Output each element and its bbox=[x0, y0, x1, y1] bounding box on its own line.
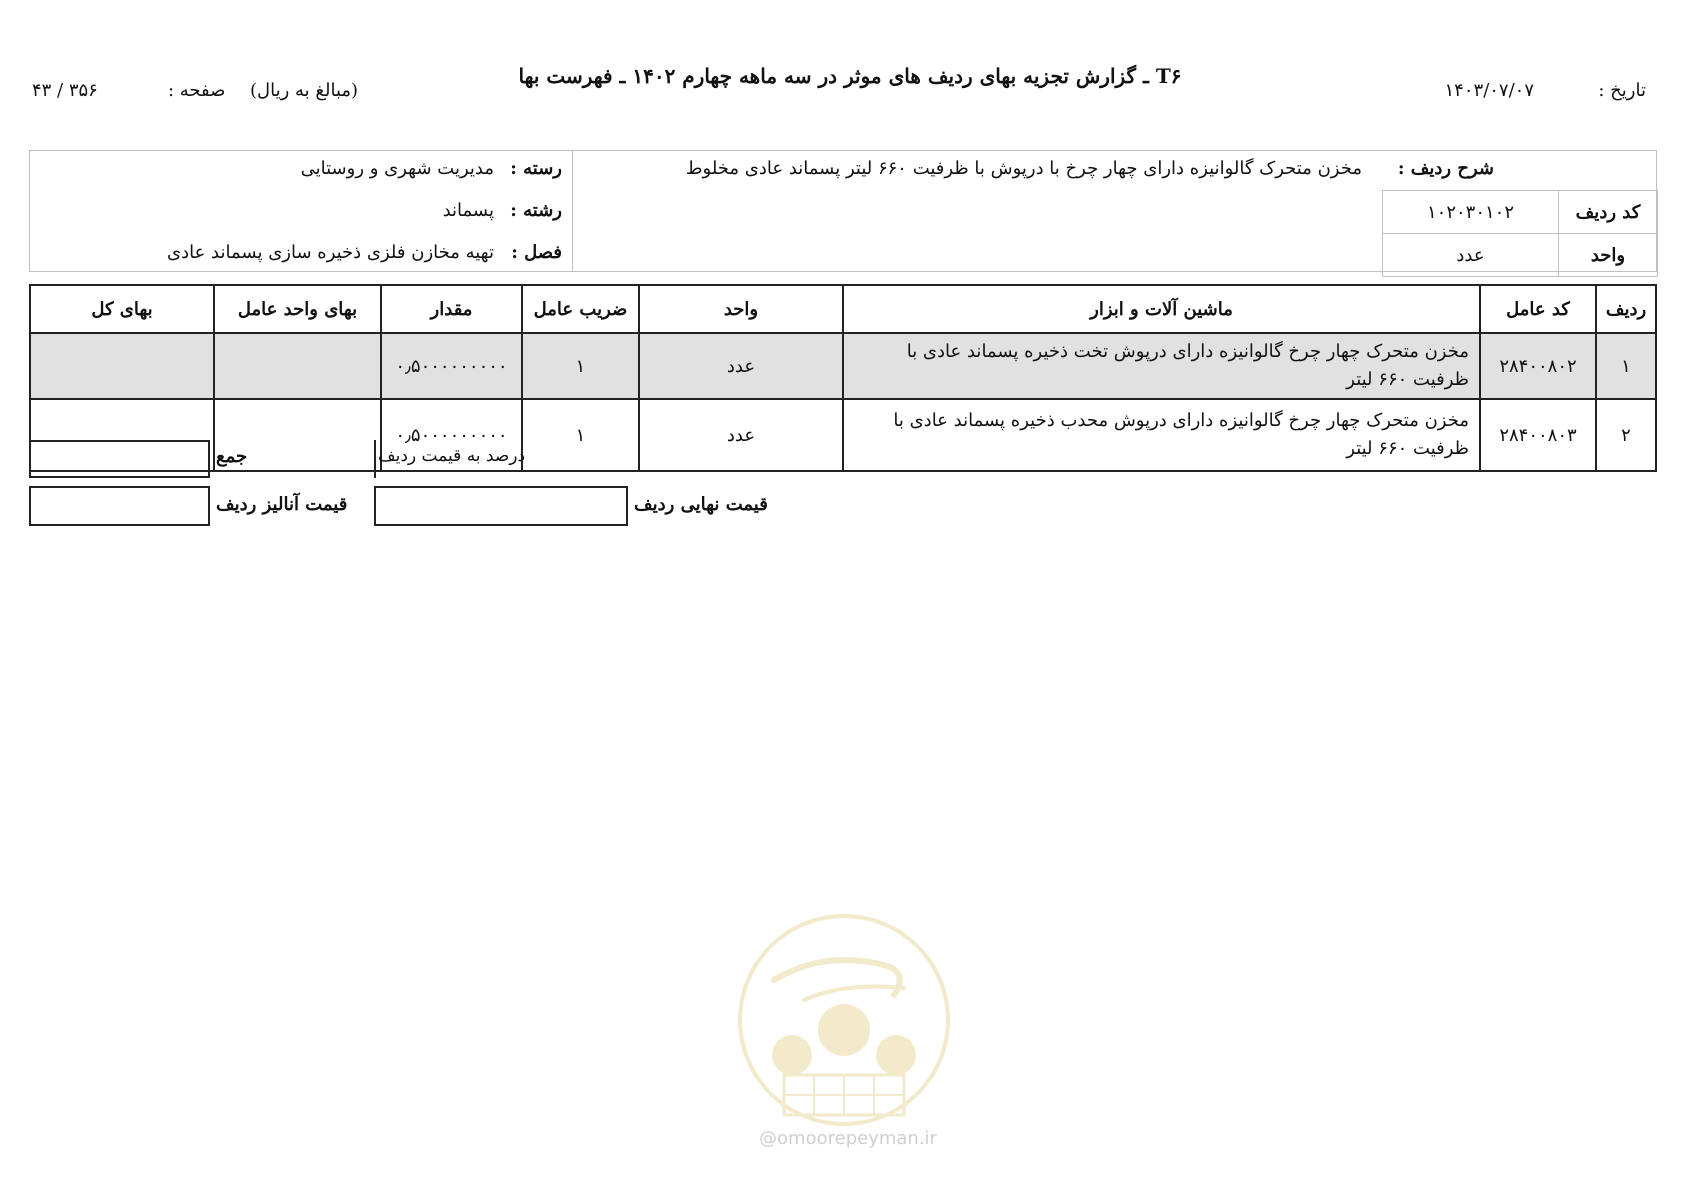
col-factor: ضریب عامل bbox=[522, 285, 639, 333]
row-unit: عدد bbox=[639, 399, 843, 471]
col-row: ردیف bbox=[1596, 285, 1656, 333]
col-code: کد عامل bbox=[1480, 285, 1596, 333]
col-unit-price: بهای واحد عامل bbox=[214, 285, 381, 333]
percent-label: درصد به قیمت ردیف bbox=[378, 446, 526, 466]
fasl-value: تهیه مخازن فلزی ذخیره سازی پسماند عادی bbox=[167, 242, 494, 263]
sum-value-box bbox=[29, 440, 210, 478]
watermark-gear-left bbox=[772, 1035, 812, 1075]
page-label: صفحه : bbox=[168, 80, 226, 101]
watermark-gear-right bbox=[876, 1035, 916, 1075]
sum-label: جمع bbox=[216, 446, 248, 467]
row-unit-price bbox=[214, 333, 381, 399]
analysis-price-box bbox=[29, 486, 210, 526]
row-code: ۲۸۴۰۰۸۰۲ bbox=[1480, 333, 1596, 399]
sum-divider bbox=[374, 440, 376, 478]
sharh-label: شرح ردیف : bbox=[1397, 158, 1494, 179]
raste-label: رسته : bbox=[510, 158, 562, 179]
amount-note: (مبالغ به ریال) bbox=[250, 80, 359, 101]
row-code: ۲۸۴۰۰۸۰۳ bbox=[1480, 399, 1596, 471]
reshte-value: پسماند bbox=[442, 200, 494, 221]
code-label: کد ردیف bbox=[1559, 191, 1658, 234]
row-factor: ۱ bbox=[522, 399, 639, 471]
row-total bbox=[30, 333, 214, 399]
raste-value: مدیریت شهری و روستایی bbox=[300, 158, 494, 179]
table-header-row bbox=[30, 285, 1656, 333]
row-factor: ۱ bbox=[522, 333, 639, 399]
watermark-calligraphy bbox=[804, 987, 904, 1001]
code-unit-table bbox=[1382, 190, 1658, 277]
info-divider bbox=[572, 150, 573, 272]
analysis-price-label: قیمت آنالیز ردیف bbox=[216, 494, 348, 515]
table-row bbox=[30, 399, 1656, 471]
row-unit: عدد bbox=[639, 333, 843, 399]
row-qty: ۰٫۵۰۰۰۰۰۰۰۰۰ bbox=[381, 333, 522, 399]
col-qty: مقدار bbox=[381, 285, 522, 333]
final-price-label: قیمت نهایی ردیف bbox=[634, 494, 768, 515]
analysis-table bbox=[29, 284, 1657, 472]
sharh-value: مخزن متحرک گالوانیزه دارای چهار چرخ با درپوش با ظرفیت ۶۶۰ لیتر پسماند عادی مخلوط bbox=[685, 158, 1362, 179]
watermark-gear-center bbox=[818, 1004, 870, 1056]
row-number: ۱ bbox=[1596, 333, 1656, 399]
col-total: بهای کل bbox=[30, 285, 214, 333]
date-label: تاریخ : bbox=[1598, 80, 1646, 101]
row-machine: مخزن متحرک چهار چرخ گالوانیزه دارای درپوش محدب ذخیره پسماند عادی با ظرفیت ۶۶۰ لیتر bbox=[843, 399, 1480, 471]
watermark-url: @omoorepeyman.ir bbox=[759, 1128, 937, 1149]
unit-value: عدد bbox=[1383, 234, 1559, 277]
row-number: ۲ bbox=[1596, 399, 1656, 471]
code-value: ۱۰۲۰۳۰۱۰۲ bbox=[1383, 191, 1559, 234]
table-row bbox=[30, 333, 1656, 399]
row-qty: ۰٫۵۰۰۰۰۰۰۰۰۰ bbox=[381, 399, 522, 471]
final-price-box bbox=[374, 486, 628, 526]
col-machine: ماشین آلات و ابزار bbox=[843, 285, 1480, 333]
unit-label: واحد bbox=[1559, 234, 1658, 277]
page-title: T۶ ـ گزارش تجزیه بهای ردیف های موثر در سه ماهه چهارم ۱۴۰۲ ـ فهرست بها bbox=[518, 64, 1182, 88]
date-value: ۱۴۰۳/۰۷/۰۷ bbox=[1444, 80, 1534, 101]
page-number: ۴۳ / ۳۵۶ bbox=[32, 80, 98, 101]
row-machine: مخزن متحرک چهار چرخ گالوانیزه دارای درپوش تخت ذخیره پسماند عادی با ظرفیت ۶۶۰ لیتر bbox=[843, 333, 1480, 399]
col-unit: واحد bbox=[639, 285, 843, 333]
fasl-label: فصل : bbox=[511, 242, 562, 263]
reshte-label: رشته : bbox=[510, 200, 562, 221]
